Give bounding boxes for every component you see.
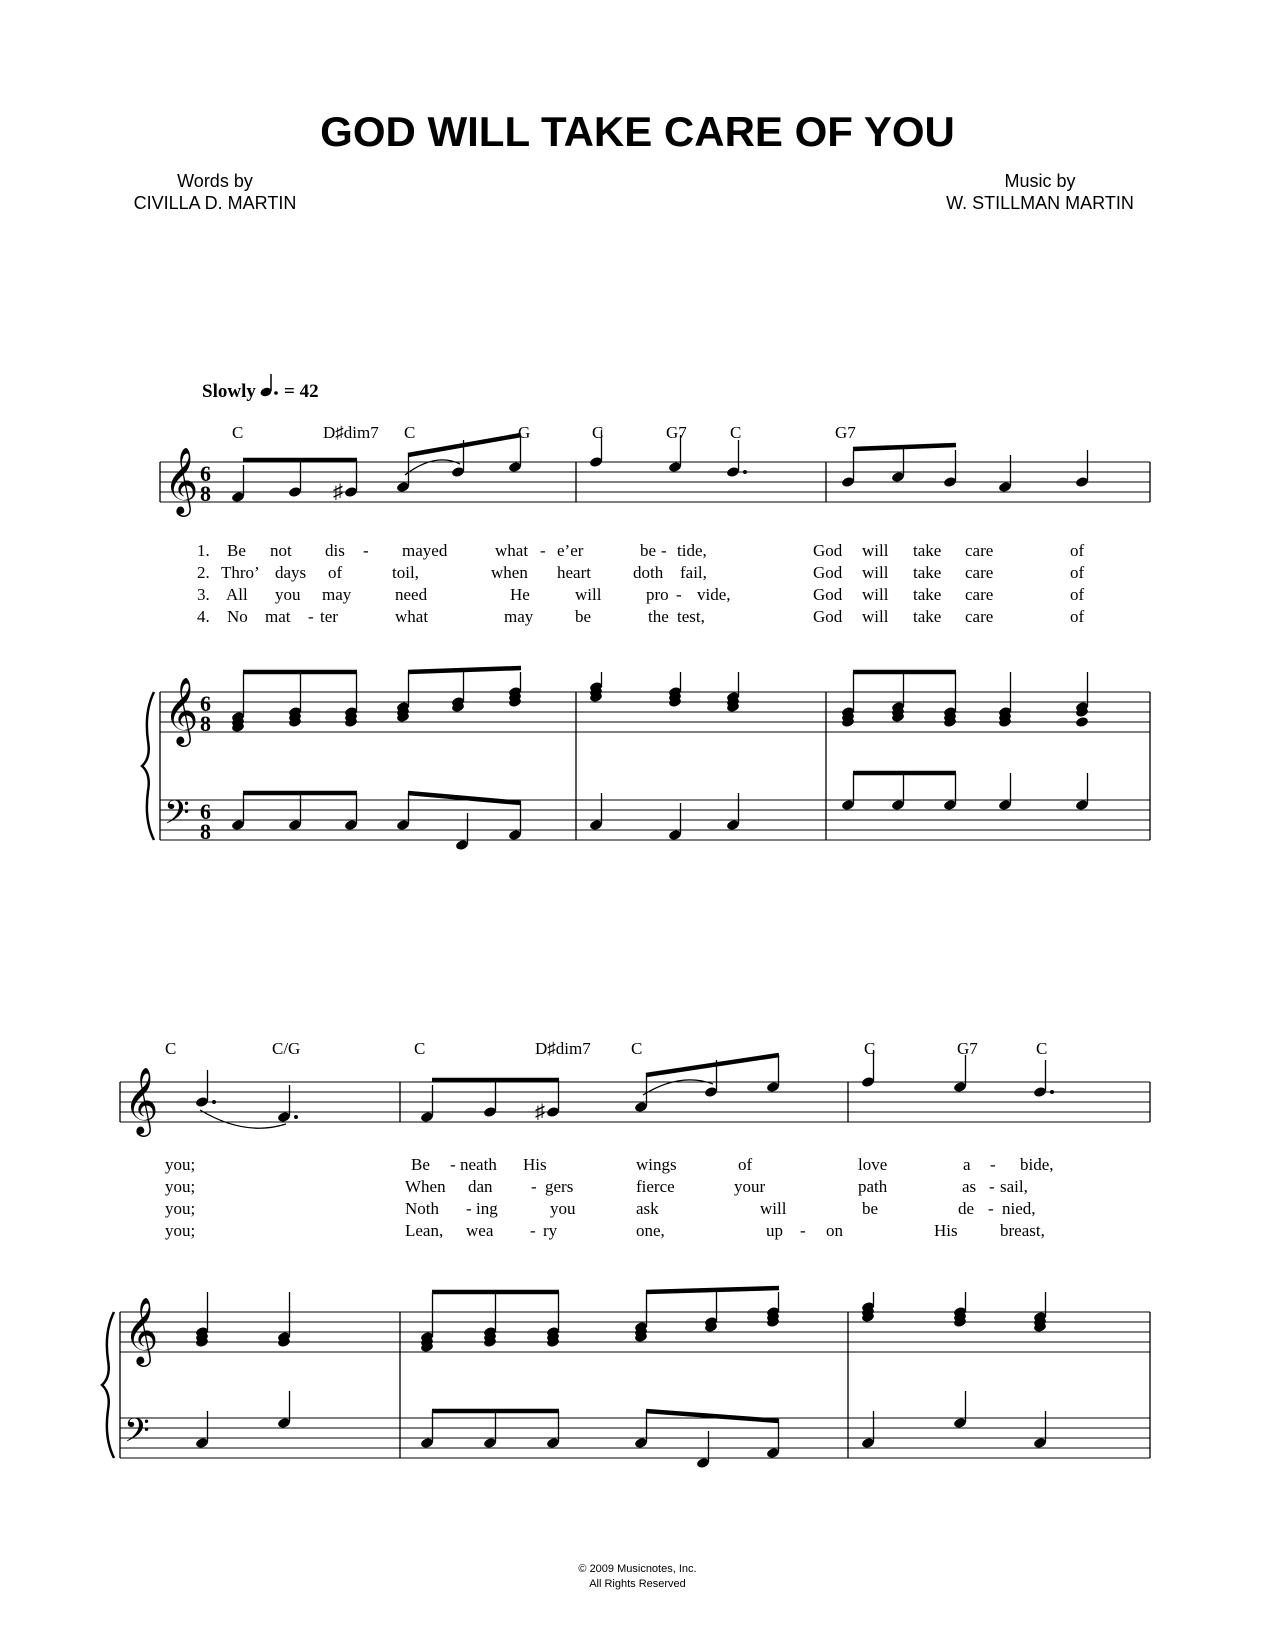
lyric-syllable: of — [1070, 607, 1085, 626]
lyric-syllable: pro — [646, 585, 669, 604]
chord-symbol: C — [730, 423, 742, 442]
lyric-syllable: on — [826, 1221, 843, 1240]
tempo-label: Slowly — [202, 381, 256, 402]
lyric-syllable: will — [862, 563, 889, 582]
lyric-syllable: No — [227, 607, 248, 626]
lyric-syllable: gers — [545, 1177, 574, 1196]
lyric-syllable: up — [766, 1221, 783, 1240]
dot — [743, 470, 747, 474]
lyric-syllable: Noth — [405, 1199, 439, 1218]
lyric-syllable: not — [270, 541, 292, 560]
lyric-syllable: of — [738, 1155, 753, 1174]
lyric-syllable: you; — [165, 1221, 196, 1240]
lyric-syllable: doth — [633, 563, 664, 582]
vocal-staff — [120, 1082, 1150, 1122]
lyric-syllable: ter — [320, 607, 338, 626]
lyric-syllable: toil, — [392, 563, 419, 582]
beam — [408, 435, 521, 455]
lyric-syllable: sail, — [1000, 1177, 1028, 1196]
chord-symbol: D♯dim7 — [535, 1039, 591, 1058]
beam — [646, 1411, 779, 1421]
lyric-syllable: neath — [460, 1155, 497, 1174]
music-credit-label: Music by — [1004, 171, 1076, 191]
lyric-syllable: care — [965, 607, 994, 626]
piano-bass-staff — [120, 1418, 1150, 1458]
lyric-syllable: 3. — [197, 585, 210, 604]
lyric-syllable: 1. — [197, 541, 210, 560]
lyric-syllable: - — [676, 585, 682, 604]
lyric-syllable: one, — [636, 1221, 665, 1240]
lyric-syllable: Lean, — [405, 1221, 444, 1240]
time-signature-bottom: 8 — [200, 481, 211, 506]
treble-clef-icon: 𝄞 — [124, 1068, 159, 1133]
chord-symbol: C — [232, 423, 244, 442]
lyric-syllable: - — [466, 1199, 472, 1218]
words-credit-name: CIVILLA D. MARTIN — [133, 193, 297, 213]
lyric-syllable: vide, — [697, 585, 731, 604]
lyric-syllable: test, — [677, 607, 705, 626]
lyric-syllable: - — [990, 1155, 996, 1174]
lyric-syllable: may — [504, 607, 534, 626]
time-signature-top: 6 — [200, 461, 211, 486]
lyric-syllable: take — [913, 607, 942, 626]
lyric-syllable: Thro’ — [221, 563, 260, 582]
sharp-icon: ♯ — [333, 481, 343, 503]
tie — [200, 1110, 286, 1128]
lyric-syllable: wea — [466, 1221, 494, 1240]
lyric-syllable: be — [862, 1199, 879, 1218]
lyric-syllable: ing — [476, 1199, 498, 1218]
lyric-syllable: dan — [468, 1177, 493, 1196]
beam — [646, 1288, 779, 1292]
lyric-syllable: God — [813, 563, 843, 582]
lyric-syllable: All — [226, 585, 248, 604]
lyric-syllable: of — [1070, 585, 1085, 604]
time-signature-top: 6 — [200, 691, 211, 716]
lyric-syllable: you — [275, 585, 301, 604]
time-signature-bottom: 8 — [200, 819, 211, 844]
lyric-syllable: of — [1070, 563, 1085, 582]
sharp-icon: ♯ — [535, 1101, 545, 1123]
system-2 — [102, 1039, 1150, 1469]
beam — [408, 793, 521, 803]
lyric-syllable: what — [395, 607, 429, 626]
lyric-syllable: what — [495, 541, 529, 560]
lyric-syllable: the — [648, 607, 669, 626]
beam — [408, 668, 521, 672]
chord-symbol: C — [592, 423, 604, 442]
system-1 — [142, 423, 1150, 851]
lyric-syllable: de — [958, 1199, 975, 1218]
lyric-syllable: e’er — [557, 541, 584, 560]
lyric-syllable: - — [800, 1221, 806, 1240]
lyric-syllable: His — [934, 1221, 958, 1240]
time-signature-bottom: 8 — [200, 711, 211, 736]
lyric-syllable: 2. — [197, 563, 210, 582]
lyric-syllable: - — [530, 1221, 536, 1240]
lyric-syllable: tide, — [677, 541, 707, 560]
lyric-syllable: - — [308, 607, 314, 626]
chord-symbol: C — [414, 1039, 426, 1058]
tempo-marking — [202, 374, 319, 402]
lyric-syllable: heart — [557, 563, 591, 582]
chord-symbol: G — [518, 423, 531, 442]
lyric-syllable: take — [913, 541, 942, 560]
lyric-syllable: love — [858, 1155, 888, 1174]
lyric-syllable: - — [450, 1155, 456, 1174]
grand-staff-brace-icon — [102, 1312, 114, 1458]
beam — [853, 445, 956, 449]
lyric-syllable: path — [858, 1177, 888, 1196]
lyric-syllable: - — [531, 1177, 537, 1196]
lyric-syllable: as — [962, 1177, 977, 1196]
words-credit-label: Words by — [177, 171, 253, 191]
lyric-syllable: will — [760, 1199, 787, 1218]
lyric-syllable: you; — [165, 1199, 196, 1218]
lyric-syllable: care — [965, 541, 994, 560]
lyric-syllable: of — [328, 563, 343, 582]
lyric-syllable: ry — [543, 1221, 558, 1240]
lyric-syllable: His — [523, 1155, 547, 1174]
lyric-syllable: God — [813, 607, 843, 626]
lyric-syllable: - — [661, 541, 667, 560]
lyric-syllable: be — [575, 607, 592, 626]
lyric-syllable: God — [813, 585, 843, 604]
song-title: GOD WILL TAKE CARE OF YOU — [320, 108, 955, 155]
treble-clef-icon: 𝄞 — [164, 678, 199, 743]
chord-symbol: C — [1036, 1039, 1048, 1058]
vocal-staff — [160, 462, 1150, 502]
copyright-footer — [0, 1562, 1275, 1592]
bass-clef-icon: 𝄢 — [164, 794, 190, 839]
lyric-syllable: Be — [411, 1155, 430, 1174]
lyric-syllable: take — [913, 563, 942, 582]
lyric-syllable: When — [405, 1177, 446, 1196]
lyric-syllable: will — [862, 607, 889, 626]
lyric-syllable: mayed — [402, 541, 448, 560]
lyric-syllable: you — [550, 1199, 576, 1218]
dot — [294, 1115, 298, 1119]
dot — [1050, 1090, 1054, 1094]
lyric-syllable: - — [988, 1199, 994, 1218]
lyric-syllable: your — [734, 1177, 766, 1196]
lyric-syllable: God — [813, 541, 843, 560]
piano-treble-staff — [120, 1312, 1150, 1352]
lyric-syllable: days — [275, 563, 307, 582]
lyric-syllable: - — [363, 541, 369, 560]
music-credit-name: W. STILLMAN MARTIN — [946, 193, 1134, 213]
lyric-syllable: may — [322, 585, 352, 604]
chord-notehead — [1075, 716, 1089, 728]
rights-text: All Rights Reserved — [589, 1578, 686, 1590]
treble-clef-icon: 𝄞 — [124, 1298, 159, 1363]
lyric-syllable: will — [862, 585, 889, 604]
lyric-syllable: breast, — [1000, 1221, 1045, 1240]
lyric-syllable: bide, — [1020, 1155, 1054, 1174]
lyric-syllable: need — [395, 585, 428, 604]
lyric-syllable: a — [963, 1155, 971, 1174]
lyric-syllable: wings — [636, 1155, 677, 1174]
lyric-syllable: fail, — [680, 563, 707, 582]
chord-symbol: C/G — [272, 1039, 301, 1058]
chord-symbol: G7 — [957, 1039, 978, 1058]
lyric-syllable: take — [913, 585, 942, 604]
lyric-syllable: when — [491, 563, 528, 582]
treble-clef-icon: 𝄞 — [164, 448, 199, 513]
tempo-value: = 42 — [284, 381, 319, 402]
lyric-syllable: you; — [165, 1155, 196, 1174]
dot — [212, 1100, 216, 1104]
lyric-syllable: of — [1070, 541, 1085, 560]
copyright-text: © 2009 Musicnotes, Inc. — [578, 1563, 697, 1575]
lyric-syllable: 4. — [197, 607, 210, 626]
lyric-syllable: you; — [165, 1177, 196, 1196]
lyric-syllable: - — [989, 1177, 995, 1196]
lyric-syllable: nied, — [1002, 1199, 1036, 1218]
chord-symbol: C — [631, 1039, 643, 1058]
lyric-syllable: will — [862, 541, 889, 560]
lyric-syllable: be — [640, 541, 657, 560]
chord-symbol: G7 — [835, 423, 856, 442]
lyric-syllable: mat — [265, 607, 291, 626]
lyric-syllable: will — [575, 585, 602, 604]
grand-staff-brace-icon — [142, 692, 154, 840]
lyric-syllable: He — [510, 585, 530, 604]
chord-symbol: G7 — [666, 423, 687, 442]
lyric-syllable: care — [965, 585, 994, 604]
lyric-syllable: ask — [636, 1199, 659, 1218]
chord-symbol: C — [404, 423, 416, 442]
lyric-syllable: - — [540, 541, 546, 560]
time-signature-top: 6 — [200, 799, 211, 824]
beam — [646, 1055, 779, 1075]
bass-clef-icon: 𝄢 — [124, 1412, 150, 1457]
chord-symbol: C — [165, 1039, 177, 1058]
lyric-syllable: fierce — [636, 1177, 675, 1196]
chord-symbol: C — [864, 1039, 876, 1058]
lyric-syllable: dis — [325, 541, 345, 560]
lyric-syllable: care — [965, 563, 994, 582]
lyric-syllable: Be — [227, 541, 246, 560]
chord-symbol: D♯dim7 — [323, 423, 379, 442]
